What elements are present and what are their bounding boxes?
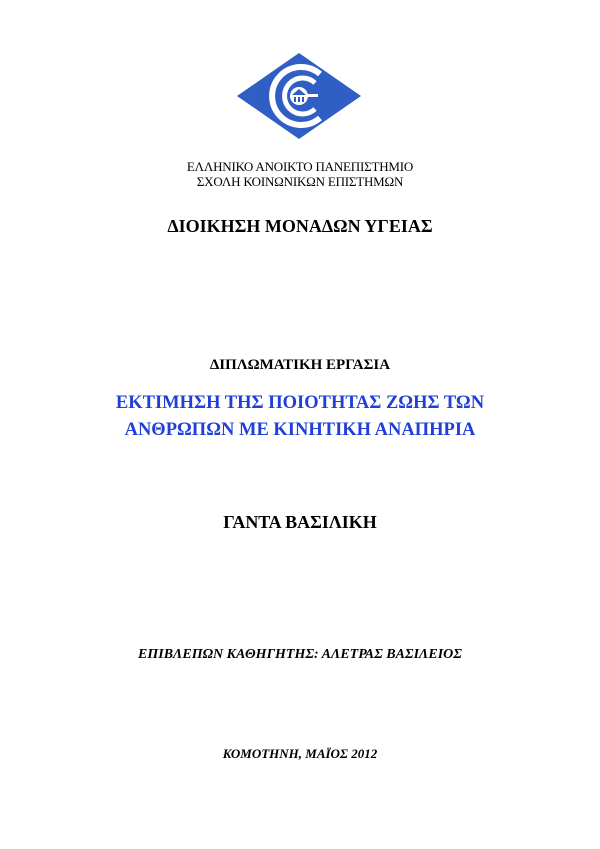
university-seal-icon — [236, 52, 362, 140]
school-name: ΣΧΟΛΗ ΚΟΙΝΩΝΙΚΩΝ ΕΠΙΣΤΗΜΩΝ — [196, 174, 404, 189]
place-date: ΚΟΜΟΤΗΝΗ, ΜΑΪΟΣ 2012 — [222, 746, 378, 761]
thesis-title-line-1: ΕΚΤΙΜΗΣΗ ΤΗΣ ΠΟΙΟΤΗΤΑΣ ΖΩΗΣ ΤΩΝ — [115, 393, 485, 413]
department-title: ΔΙΟΙΚΗΣΗ ΜΟΝΑΔΩΝ ΥΓΕΙΑΣ — [167, 216, 433, 236]
supervisor: ΕΠΙΒΛΕΠΩΝ ΚΑΘΗΓΗΤΗΣ: ΑΛΕΤΡΑΣ ΒΑΣΙΛΕΙΟΣ — [138, 647, 462, 662]
university-name: ΕΛΛΗΝΙΚΟ ΑΝΟΙΚΤΟ ΠΑΝΕΠΙΣΤΗΜΙΟ — [186, 159, 414, 174]
thesis-title-line-2: ΑΝΘΡΩΠΩΝ ΜΕ ΚΙΝΗΤΙΚΗ ΑΝΑΠΗΡΙΑ — [124, 420, 476, 440]
author-name: ΓΑΝΤΑ ΒΑΣΙΛΙΚΗ — [223, 512, 377, 532]
document-type: ΔΙΠΛΩΜΑΤΙΚΗ ΕΡΓΑΣΙΑ — [209, 357, 391, 373]
